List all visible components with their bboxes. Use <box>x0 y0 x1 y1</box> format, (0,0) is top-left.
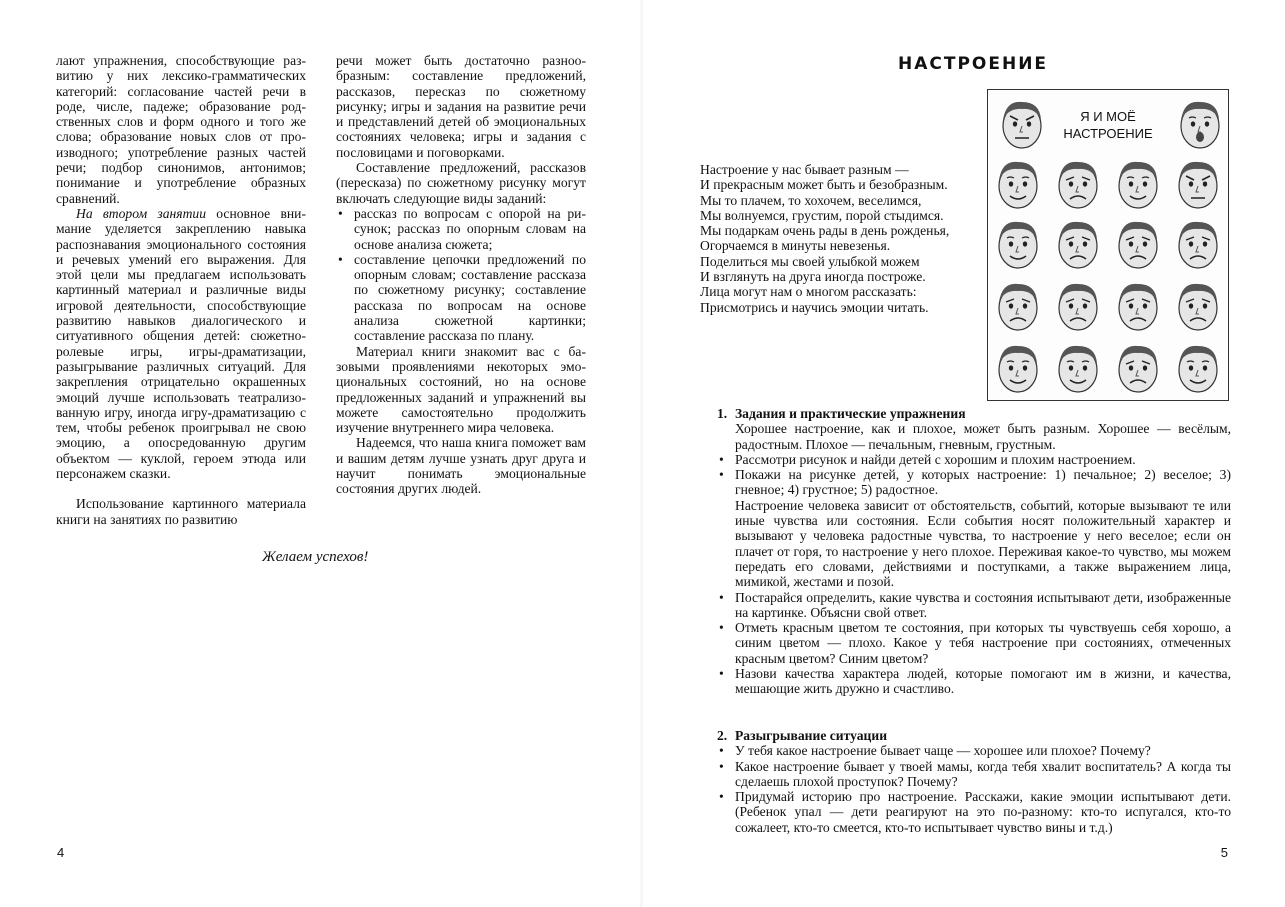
section-number: 1. <box>717 406 728 421</box>
right-page <box>643 0 1285 907</box>
poem-line: Огорчаемся в минуты невезенья. <box>700 238 891 254</box>
child-face-drawing <box>1172 340 1224 396</box>
child-face-drawing <box>1112 156 1164 212</box>
list-item: • Постарайся определить, какие чувства и состояния испытывают дети, изображенные на картинке. Объясни свой ответ. <box>717 590 1231 621</box>
left-column-2 <box>336 53 586 497</box>
list-item: • рассказ по вопросам с опорой на рисунок; рассказ по опорным словам на основе анализа сюжета; <box>336 206 586 252</box>
child-face-drawing <box>992 216 1044 272</box>
child-face-drawing <box>1052 340 1104 396</box>
left-page <box>0 0 640 907</box>
paragraph: лают упражнения, способствующие развитию у них лексико-грамматических категорий: согласование частей речи в роде, числе, падеже; образование родственных слов и форм одного и того же слова; образование новых слов от производного; употребление разных частей речи; подбор синонимов, антонимов; понимание и употребление образных сравнений. <box>56 53 306 206</box>
section-heading <box>717 406 1231 421</box>
child-face-drawing <box>1112 216 1164 272</box>
list-item: • Отметь красным цветом те состояния, при которых ты чувствуешь себя хорошо, а синим цветом — плохо. Какое у тебя настроение при состояниях, отмеченных красным цветом? Синим цветом? <box>717 620 1231 666</box>
paragraph: речи может быть достаточно разнообразным: составление предложений, рассказов, пересказ по сюжетному рисунку; игры и задания на развитие речи и представлений детей об эмоциональных состояниях человека; игры и задания с пословицами и поговорками. <box>336 53 586 160</box>
explanation-text: Настроение человека зависит от обстоятельств, событий, которые вызывают те или иные чувства или состояния. Если события носят положительный характер и вызывают у человека радостные чувства, то настроение у него веселое; если он плачет от горя, то настроение у него плохое. Переживая какое-то чувство, мы можем передать его словами, действиями и поступками, а также выражением лица, мимикой, жестами и позой. <box>735 497 1231 590</box>
child-face-drawing <box>1172 156 1224 212</box>
list-item: • Назови качества характера людей, которые помогают им в жизни, и качества, мешающие жить дружно и счастливо. <box>717 666 1231 697</box>
child-face-drawing <box>996 96 1048 152</box>
list-item: • составление цепочки предложений по опорным словам; составление рассказа по сюжетному рисунку; составление рассказа по вопросам на основе анализа сюжетной картинки; составление рассказа по плану. <box>336 252 586 344</box>
page-title: НАСТРОЕНИЕ <box>898 54 1049 74</box>
exercise-list <box>717 452 1231 697</box>
poem <box>700 162 990 315</box>
section-heading-text: Разыгрывание ситуации <box>735 728 888 743</box>
paragraph: Надеемся, что наша книга поможет вам и вашим детям лучше узнать друг друга и научит понимать эмоциональные состояния других людей. <box>336 435 586 497</box>
list-item-text: Покажи на рисунке детей, у которых настроение: 1) печальное; 2) веселое; 3) гневное; 4) грустное; 5) радостное. <box>735 467 1231 498</box>
poem-line: Мы то плачем, то хохочем, веселимся, <box>700 192 922 208</box>
poem-line: Мы волнуемся, грустим, порой стыдимся. <box>700 207 944 223</box>
list-item: • Придумай историю про настроение. Расскажи, какие эмоции испытывают дети. (Ребенок упал — дети реагируют на это по-разному: кто-то испугался, кто-то сожалеет, кто-то смеется, кто-то испытывает чувство вины и т.д.) <box>717 789 1231 835</box>
child-face-drawing <box>1052 278 1104 334</box>
poem-line: И прекрасным может быть и безобразным. <box>700 177 948 193</box>
list-item: • Какое настроение бывает у твоей мамы, когда тебя хвалит воспитатель? А когда ты сделаешь плохой проступок? Почему? <box>717 759 1231 790</box>
paragraph: Материал книги знакомит вас с базовыми проявлениями некоторых эмоциональных состояний, но на основе предложенных заданий и упражнений вы можете самостоятельно продолжить изучение внутреннего мира человека. <box>336 343 586 436</box>
page-number: 5 <box>1220 845 1228 860</box>
paragraph: Хорошее настроение, как и плохое, может быть разным. Хорошее — весёлым, радостным. Плохое — печальным, гневным, грустным. <box>735 421 1231 452</box>
poem-line: И взглянуть на друга иногда построже. <box>700 269 926 285</box>
poem-line: Поделиться мы своей улыбкой можем <box>700 253 920 269</box>
child-face-drawing <box>1052 156 1104 212</box>
paragraph <box>56 206 306 481</box>
illustration-title: Я И МОЁ НАСТРОЕНИЕ <box>1063 109 1153 141</box>
list-item <box>717 467 1231 589</box>
paragraph-text: основное внимание уделяется закреплению навыка распознавания эмоционального состояния и речевых умений его выражения. Для этой цели мы предлагаем использовать картинный материал и различные виды игровой деятельности, способствующие развитию навыков диалогического и ситуативного общения детей: сюжетно-ролевые игры, игры-драматизации, разыгрывание различных ситуаций. Для закрепления отрицательно окрашенных эмоций лучше использовать театрализованную игру, иногда игру-драматизацию с тем, чтобы ребенок проигрывал не свою эмоцию, а опосредованную другим объектом — куклой, героем этюда или персонажем сказки. <box>56 205 306 482</box>
closing-wish: Желаем успехов! <box>262 549 369 565</box>
section-heading <box>717 728 1231 743</box>
poem-line: Присмотрись и научись эмоции читать. <box>700 299 929 315</box>
paragraph: Составление предложений, рассказов (пересказа) по сюжетному рисунку могут включать следующие виды заданий: <box>336 160 586 206</box>
section-role-play <box>717 728 1231 835</box>
child-face-drawing <box>992 278 1044 334</box>
poem-line: Лица могут нам о многом рассказать: <box>700 284 917 300</box>
list-item: • У тебя какое настроение бывает чаще — хорошее или плохое? Почему? <box>717 743 1231 758</box>
child-face-drawing <box>1052 216 1104 272</box>
child-face-drawing <box>1174 96 1226 152</box>
emotions-illustration <box>987 89 1229 401</box>
child-face-drawing <box>1112 340 1164 396</box>
left-column-1 <box>56 53 306 527</box>
child-face-drawing <box>1172 278 1224 334</box>
paragraph: Использование картинного материала книги на занятиях по развитию <box>56 496 306 527</box>
child-face-drawing <box>1172 216 1224 272</box>
poem-line: Мы подаркам очень рады в день рожденья, <box>700 223 950 239</box>
role-play-list <box>717 743 1231 835</box>
section-number: 2. <box>717 728 728 743</box>
child-face-drawing <box>992 156 1044 212</box>
child-face-drawing <box>1112 278 1164 334</box>
section-heading-text: Задания и практические упражнения <box>735 406 966 421</box>
poem-line: Настроение у нас бывает разным — <box>700 162 909 177</box>
task-type-list <box>336 206 586 344</box>
section-exercises <box>717 406 1231 697</box>
list-item: • Рассмотри рисунок и найди детей с хорошим и плохим настроением. <box>717 452 1231 467</box>
emphasis-text: На втором занятии <box>76 205 207 221</box>
child-face-drawing <box>992 340 1044 396</box>
page-number: 4 <box>57 845 65 860</box>
